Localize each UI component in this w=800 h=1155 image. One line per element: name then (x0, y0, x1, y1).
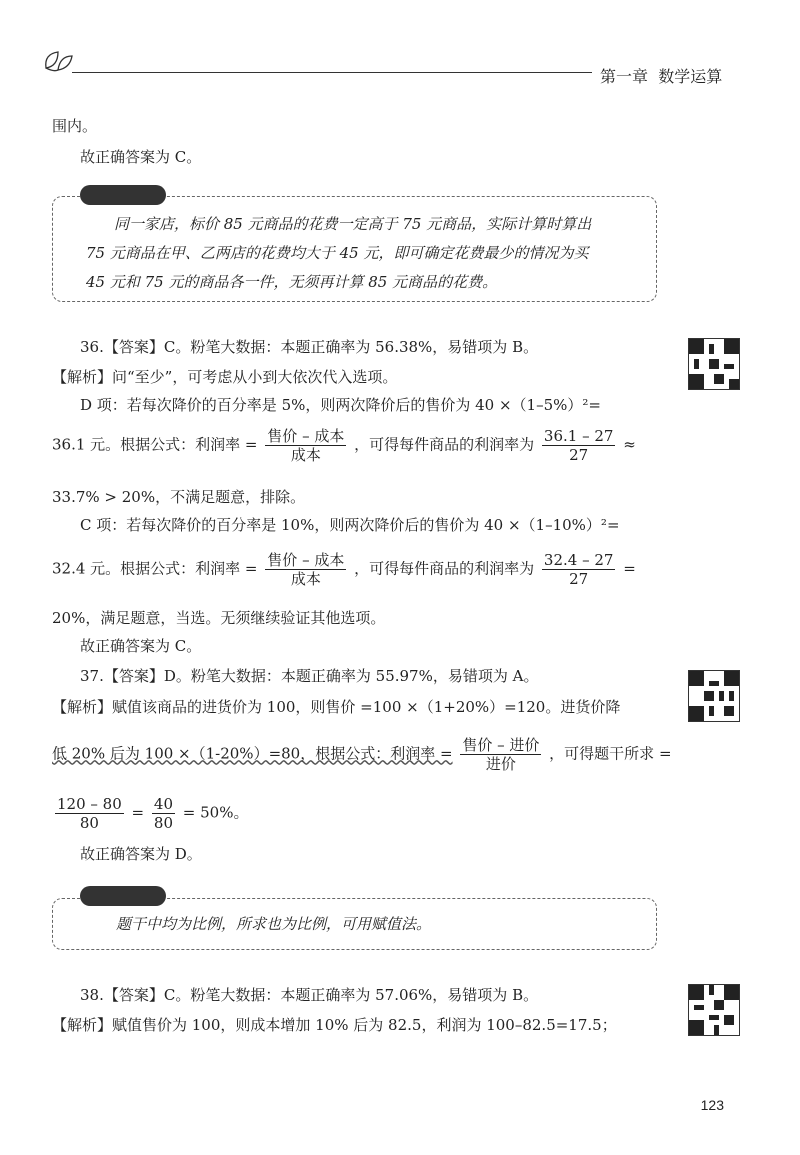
header-rule (72, 72, 592, 73)
fraction: $\frac{\text{售价 – 进价}}{\text{进价}}$ (462, 736, 540, 773)
text-line: 故正确答案为 C。 (80, 148, 202, 166)
tip-badge-icon (80, 185, 166, 205)
q36-answer: 36.【答案】C。粉笔大数据：本题正确率为 56.38%，易错项为 B。 (80, 338, 539, 356)
q37-analysis: 【解析】赋值该商品的进货价为 100，则售价 =100 ×（1+20%）=120。进货价降 (52, 698, 621, 716)
fraction: $\frac{40}{80}$ (153, 795, 173, 832)
leaf-logo-icon (42, 48, 76, 76)
fraction: $\frac{32.4 - 27}{27}$ (543, 551, 614, 588)
formula-line: 36.1 元。根据公式：利润率 = $\frac{\text{售价 – 成本}}{\text{成本}}$ ，可得每件商品的利润率为 $\frac{36.1 - 27}{27}$ ≈ (52, 427, 636, 464)
tip-badge-icon (80, 886, 166, 906)
fraction: $\frac{\text{售价 – 成本}}{\text{成本}}$ (267, 427, 345, 464)
formula-line: $\frac{120 - 80}{80}$ = $\frac{40}{80}$ = 50%。 (57, 795, 249, 832)
qr-code-icon[interactable] (688, 338, 740, 390)
q38-answer: 38.【答案】C。粉笔大数据：本题正确率为 57.06%，易错项为 B。 (80, 986, 539, 1004)
text-line: C 项：若每次降价的百分率是 10%，则两次降价后的售价为 40 ×（1–10%）²= (80, 516, 620, 534)
q38-analysis: 【解析】赋值售价为 100，则成本增加 10% 后为 82.5，利润为 100–82.5=17.5； (52, 1016, 617, 1034)
q36-analysis: 【解析】问“至少”，可考虑从小到大依次代入选项。 (52, 368, 398, 386)
text-line: 20%，满足题意，当选。无须继续验证其他选项。 (52, 609, 386, 627)
text-line: 故正确答案为 C。 (80, 637, 202, 655)
fraction: $\frac{120 - 80}{80}$ (57, 795, 122, 832)
fraction: $\frac{\text{售价 – 成本}}{\text{成本}}$ (267, 551, 345, 588)
text-line: 故正确答案为 D。 (80, 845, 202, 863)
formula-line: 32.4 元。根据公式：利润率 = $\frac{\text{售价 – 成本}}{\text{成本}}$ ，可得每件商品的利润率为 $\frac{32.4 - 27}{27}$ = (52, 551, 636, 588)
page-number: 123 (700, 1097, 724, 1113)
tip-text: 同一家店，标价 85 元商品的花费一定高于 75 元商品，实际计算时算出 75 元商品在甲、乙两店的花费均大于 45 元，即可确定花费最少的情况为买 45 元和 75 元的商品各一件，无须再计算 85 元商品的花费。 (86, 215, 592, 291)
text-line: 围内。 (52, 117, 98, 135)
tip-text: 题干中均为比例，所求也为比例，可用赋值法。 (116, 915, 432, 933)
fraction: $\frac{36.1 - 27}{27}$ (543, 427, 614, 464)
qr-code-icon[interactable] (688, 984, 740, 1036)
q37-answer: 37.【答案】D。粉笔大数据：本题正确率为 55.97%，易错项为 A。 (80, 667, 539, 685)
text-line: 33.7% > 20%，不满足题意，排除。 (52, 488, 306, 506)
header-title: 第一章 数学运算 (600, 67, 723, 86)
text-line: D 项：若每次降价的百分率是 5%，则两次降价后的售价为 40 ×（1–5%）²= (80, 396, 601, 414)
formula-line: 低 20% 后为 100 ×（1-20%）=80，根据公式：利润率 = $\frac{\text{售价 – 进价}}{\text{进价}}$ ，可得题干所求 = (52, 736, 672, 773)
qr-code-icon[interactable] (688, 670, 740, 722)
